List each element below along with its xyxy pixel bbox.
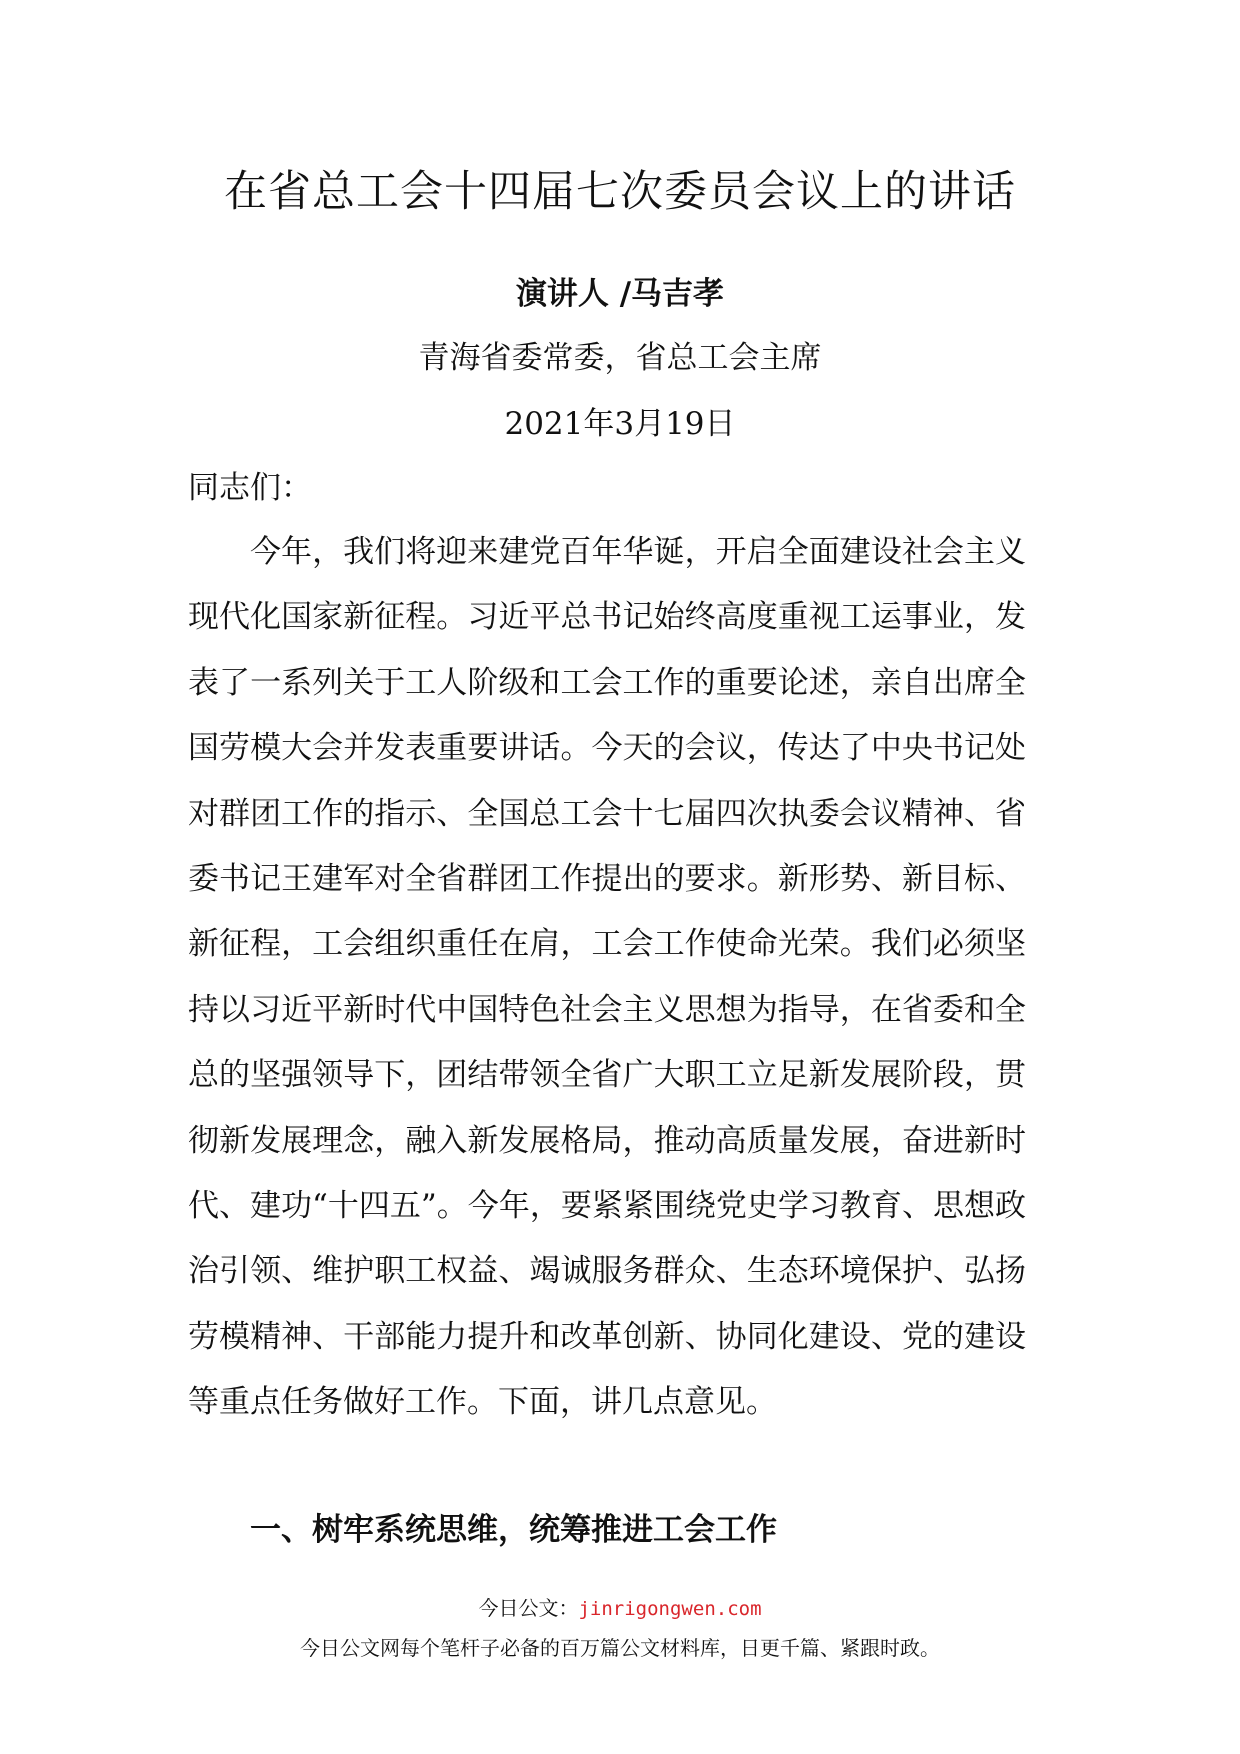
greeting: 同志们： [188,470,312,506]
footer-site [0,1592,1240,1621]
section-heading: 一、树牢系统思维，统筹推进工会工作 [250,1512,777,1548]
footer-tagline: 今日公文网每个笔杆子必备的百万篇公文材料库，日更千篇、紧跟时政。 [300,1636,940,1660]
body-paragraph: 今年，我们将迎来建党百年华诞，开启全面建设社会主义现代化国家新征程。习近平总书记始终高度重视工运事业，发表了一系列关于工人阶级和工会工作的重要论述，亲自出席全国劳模大会并发表重要讲话。今天的会议，传达了中央书记处对群团工作的指示、全国总工会十七届四次执委会议精神、省委书记王建军对全省群团工作提出的要求。新形势、新目标、新征程，工会组织重任在肩，工会工作使命光荣。我们必须坚持以习近平新时代中国特色社会主义思想为指导，在省委和全总的坚强领导下，团结带领全省广大职工立足新发展阶段，贯彻新发展理念，融入新发展格局，推动高质量发展，奋进新时代、建功“十四五”。今年，要紧紧围绕党史学习教育、思想政治引领、维护职工权益、竭诚服务群众、生态环境保护、弘扬劳模精神、干部能力提升和改革创新、协同化建设、党的建设等重点任务做好工作。下面，讲几点意见。 [188,534,1026,1421]
footer-site-link[interactable]: jinrigongwen.com [578,1598,762,1620]
speaker-position: 青海省委常委，省总工会主席 [418,340,822,376]
footer-site-label: 今日公文： [478,1596,579,1620]
speaker-line: 演讲人 /马吉孝 [515,276,725,312]
document-title: 在省总工会十四届七次委员会议上的讲话 [224,167,1016,217]
speech-date: 2021年3月19日 [504,406,736,442]
